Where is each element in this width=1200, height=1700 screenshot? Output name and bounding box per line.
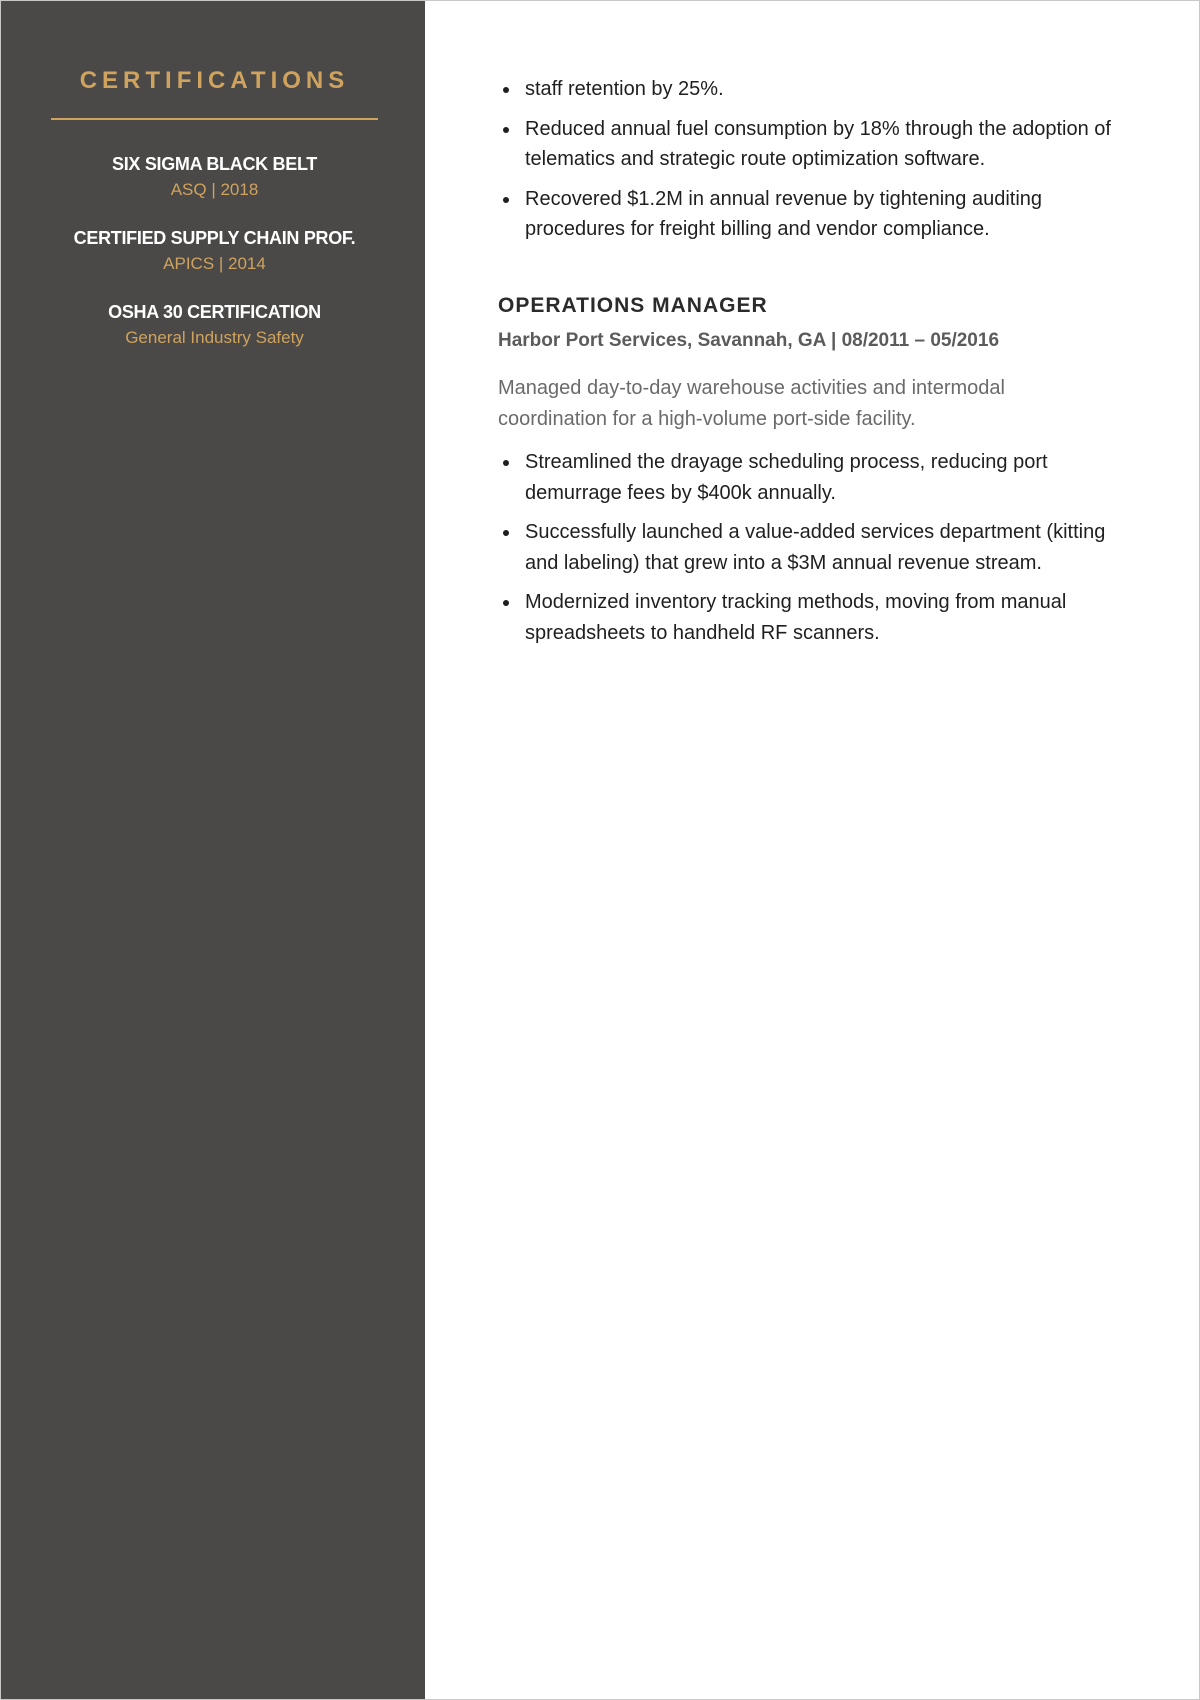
list-item: Recovered $1.2M in annual revenue by tightening auditing procedures for freight billing and vendor compliance. — [498, 184, 1138, 245]
cert-detail: General Industry Safety — [125, 328, 304, 347]
cert-name: SIX SIGMA BLACK BELT — [112, 154, 317, 174]
cert-detail: ASQ | 2018 — [170, 180, 259, 199]
cert-name: OSHA 30 CERTIFICATION — [108, 302, 321, 322]
job-title: OPERATIONS MANAGER — [498, 294, 768, 317]
cert-name: CERTIFIED SUPPLY CHAIN PROF. — [73, 228, 356, 248]
cert-detail: APICS | 2014 — [163, 254, 266, 273]
certifications-heading: CERTIFICATIONS — [79, 67, 350, 94]
sidebar — [1, 1, 425, 1699]
cert-item — [41, 299, 388, 351]
job-summary: Managed day-to-day warehouse activities and intermodal coordination for a high-volume port-side facility. — [498, 377, 1005, 430]
list-item: staff retention by 25%. — [498, 74, 1138, 105]
continued-achievements-list — [498, 74, 1138, 254]
list-item: Modernized inventory tracking methods, moving from manual spreadsheets to handheld RF scanners. — [498, 587, 1138, 648]
cert-item — [41, 225, 388, 277]
list-item: Streamlined the drayage scheduling process, reducing port demurrage fees by $400k annually. — [498, 447, 1138, 508]
job-achievements-list — [498, 447, 1138, 657]
job-employer-dates: Harbor Port Services, Savannah, GA | 08/2011 – 05/2016 — [498, 330, 1000, 351]
list-item: Reduced annual fuel consumption by 18% through the adoption of telematics and strategic route optimization software. — [498, 114, 1138, 175]
certifications-divider — [51, 118, 378, 120]
cert-item — [41, 151, 388, 203]
list-item: Successfully launched a value-added services department (kitting and labeling) that grew into a $3M annual revenue stream. — [498, 517, 1138, 578]
